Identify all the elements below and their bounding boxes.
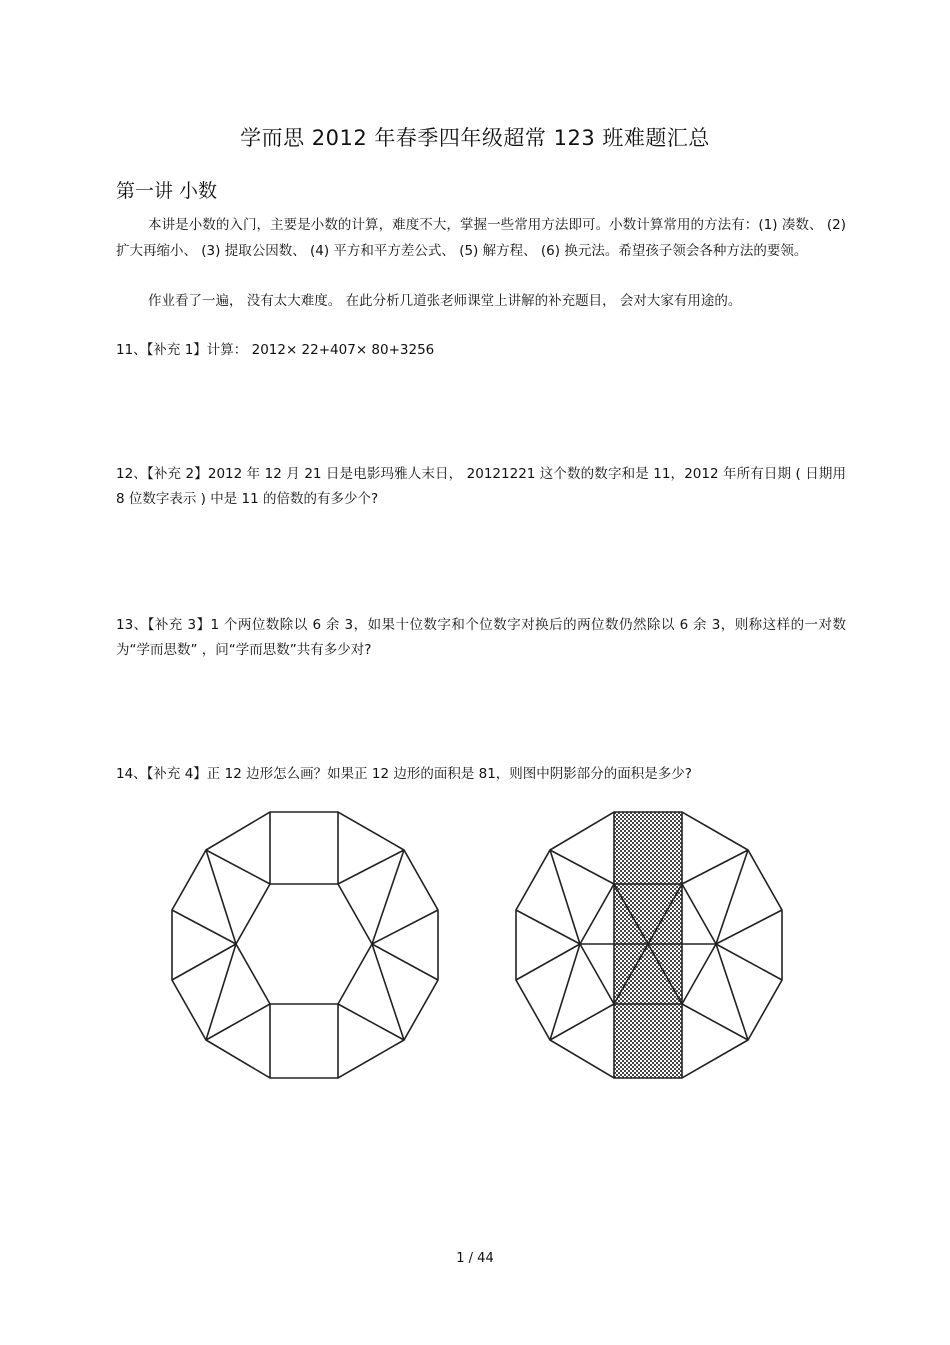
section-heading: 第一讲 小数 [116, 180, 218, 202]
left-inner-hexagon [236, 884, 372, 1004]
question-11: 11、【补充 1】计算： 2012× 22+407× 80+3256 [116, 342, 435, 358]
question-13: 13、【补充 3】1 个两位数除以 6 余 3，如果十位数字和个位数字对换后的两位数仍然除以 6 余 3，则称这样的一对数为“学而思数” ，问“学而思数”共有多少对? [116, 617, 846, 658]
question-12: 12、【补充 2】2012 年 12 月 21 日是电影玛雅人末日， 20121221 这个数的数字和是 11，2012 年所有日期 ( 日期用 8 位数字表示 ) 中是 11 的倍数的有多少个? [116, 466, 846, 507]
dodecagon-figures [166, 808, 786, 1082]
left-outer-dodecagon [172, 812, 438, 1078]
intro-paragraph-1: 本讲是小数的入门，主要是小数的计算，难度不大，掌握一些常用方法即可。小数计算常用的方法有：(1) 凑数、 (2) 扩大再缩小、 (3) 提取公因数、 (4) 平方和平方差公式、 (5) 解方程、 (6) 换元法。希望孩子领会各种方法的要领。 [116, 217, 846, 259]
question-14: 14、【补充 4】正 12 边形怎么画？如果正 12 边形的面积是 81，则图中阴影部分的面积是多少? [116, 766, 692, 782]
page-number: 1 / 44 [456, 1251, 494, 1266]
document-title: 学而思 2012 年春季四年级超常 123 班难题汇总 [240, 126, 710, 150]
intro-paragraph-2: 作业看了一遍， 没有太大难度。 在此分析几道张老师课堂上讲解的补充题目， 会对大家有用途的。 [148, 293, 742, 309]
right-dodecagon-diagram [516, 812, 782, 1078]
left-dodecagon-diagram [172, 812, 438, 1078]
